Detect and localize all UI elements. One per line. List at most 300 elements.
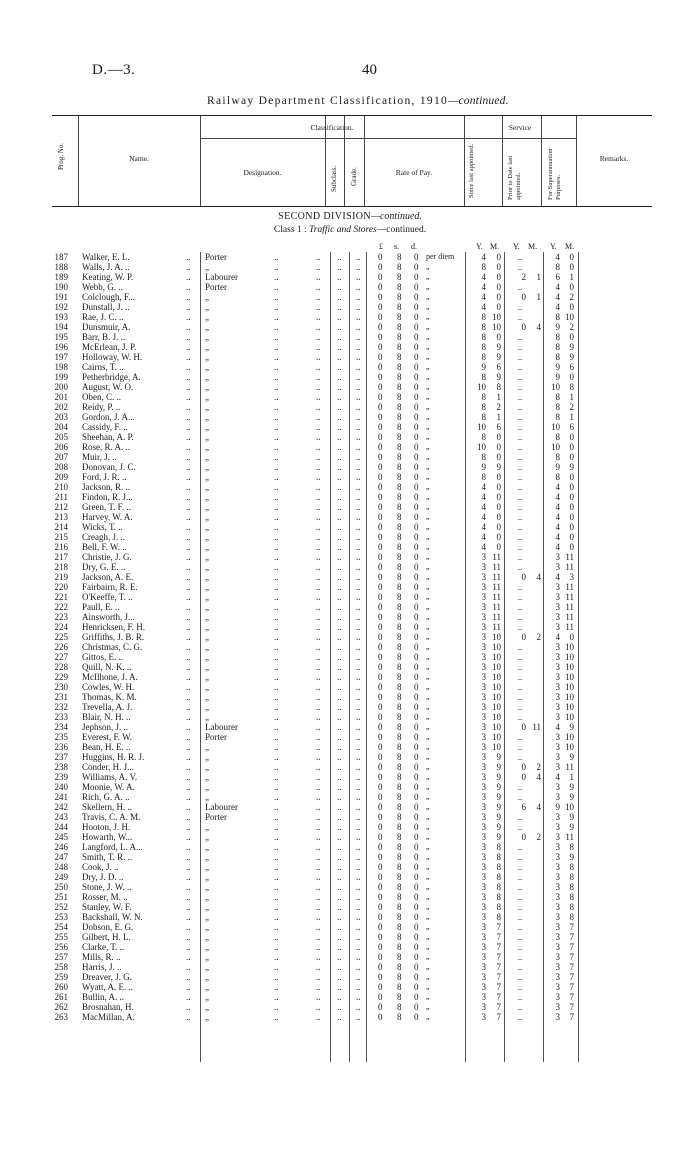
since-years: 3 [481,1012,486,1022]
table-row [0,442,700,452]
employee-name: Thomas, K. M. [82,692,137,702]
table-row [0,692,700,702]
designation: „ [205,952,209,962]
prior-years: .. [517,472,523,482]
employee-name: Harvey, W. A. [82,512,133,522]
since-years: 9 [481,462,486,472]
since-months: 9 [496,792,501,802]
leader-dots: .. [356,602,361,612]
prog-no: 218 [54,562,68,572]
leader-dots: .. [337,432,342,442]
leader-dots: .. [356,372,361,382]
super-months: 7 [569,972,574,982]
rate-pence: 0 [414,522,419,532]
super-months: 7 [569,992,574,1002]
rate-unit: „ [426,952,430,961]
rate-pounds: 0 [378,632,383,642]
designation: „ [205,412,209,422]
rate-pounds: 0 [378,822,383,832]
leader-dots: .. [356,262,361,272]
rate-pence: 0 [414,852,419,862]
since-months: 9 [496,462,501,472]
leader-dots: .. [316,432,321,442]
unit-shilling: s. [394,242,400,251]
rate-unit: „ [426,832,430,841]
leader-dots: .. [337,422,342,432]
since-months: 11 [492,622,501,632]
super-years: 8 [555,452,560,462]
prior-years: .. [517,432,523,442]
leader-dots: .. [316,662,321,672]
employee-name: Bullin, A. .. [82,992,125,1002]
table-row [0,372,700,382]
leader-dots: .. [274,782,279,792]
leader-dots: .. [316,342,321,352]
rate-pounds: 0 [378,712,383,722]
prior-years: 0 [521,632,526,642]
prog-no: 205 [54,432,68,442]
leader-dots: .. [186,862,191,872]
rate-unit: „ [426,322,430,331]
rate-pounds: 0 [378,682,383,692]
designation: „ [205,662,209,672]
rate-unit: „ [426,592,430,601]
prog-no: 248 [54,862,68,872]
designation: „ [205,482,209,492]
rate-unit: „ [426,332,430,341]
since-years: 3 [481,602,486,612]
prior-years: 0 [521,772,526,782]
prior-years: 0 [521,722,526,732]
prog-no: 188 [54,262,68,272]
rate-shillings: 8 [397,542,402,552]
rate-unit: „ [426,712,430,721]
since-months: 9 [496,812,501,822]
super-months: 0 [569,252,574,262]
leader-dots: .. [356,842,361,852]
super-years: 3 [555,962,560,972]
prior-years: .. [517,622,523,632]
leader-dots: .. [356,892,361,902]
super-months: 8 [569,382,574,392]
leader-dots: .. [186,632,191,642]
service-header: Service [508,123,532,132]
leader-dots: .. [316,282,321,292]
super-years: 3 [555,642,560,652]
leader-dots: .. [186,612,191,622]
rate-pence: 0 [414,542,419,552]
employee-name: Rich, G. A. .. [82,792,130,802]
table-row [0,822,700,832]
rate-pounds: 0 [378,802,383,812]
rate-pence: 0 [414,742,419,752]
table-row [0,722,700,732]
rate-pounds: 0 [378,962,383,972]
super-months: 0 [569,512,574,522]
rate-pence: 0 [414,952,419,962]
leader-dots: .. [316,802,321,812]
table-row [0,292,700,302]
section-subtitle-body: Traffic and Stores [309,225,377,235]
leader-dots: .. [316,812,321,822]
table-row [0,582,700,592]
super-years: 4 [555,512,560,522]
designation: „ [205,332,209,342]
employee-name: Muir, J. .. [82,452,117,462]
prog-no: 212 [54,502,68,512]
employee-name: Wyatt, A. E. .. [82,982,133,992]
table-row [0,342,700,352]
table-row [0,932,700,942]
since-years: 3 [481,882,486,892]
employee-name: McIlhone, J. A. [82,672,138,682]
rate-pounds: 0 [378,1012,383,1022]
since-years: 3 [481,642,486,652]
rate-shillings: 8 [397,382,402,392]
super-months: 8 [569,862,574,872]
employee-name: O'Keeffe, T. .. [82,592,133,602]
leader-dots: .. [356,562,361,572]
rate-unit: „ [426,552,430,561]
leader-dots: .. [337,542,342,552]
rate-pence: 0 [414,662,419,672]
since-months: 7 [496,962,501,972]
prior-years: .. [517,812,523,822]
rate-unit: „ [426,682,430,691]
super-years: 9 [555,362,560,372]
prog-no: 228 [54,662,68,672]
rate-shillings: 8 [397,612,402,622]
since-months: 10 [492,732,501,742]
rate-pounds: 0 [378,422,383,432]
since-months: 0 [496,532,501,542]
rate-pence: 0 [414,762,419,772]
rate-pounds: 0 [378,852,383,862]
rate-unit: „ [426,762,430,771]
leader-dots: .. [337,332,342,342]
rate-unit: „ [426,382,430,391]
designation: Porter [205,812,227,822]
rate-unit: „ [426,652,430,661]
leader-dots: .. [316,862,321,872]
leader-dots: .. [316,732,321,742]
prog-no: 195 [54,332,68,342]
rate-pounds: 0 [378,792,383,802]
leader-dots: .. [274,272,279,282]
table-row [0,762,700,772]
super-months: 10 [565,662,574,672]
rate-unit: „ [426,402,430,411]
since-months: 0 [496,442,501,452]
leader-dots: .. [186,732,191,742]
prior-years: .. [517,562,523,572]
rate-pence: 0 [414,492,419,502]
prog-no: 243 [54,812,68,822]
since-months: 1 [496,392,501,402]
rate-unit: „ [426,692,430,701]
employee-name: Dobson, E. G. [82,922,134,932]
leader-dots: .. [337,412,342,422]
leader-dots: .. [337,652,342,662]
prior-years: 2 [521,272,526,282]
rate-pence: 0 [414,782,419,792]
since-months: 0 [496,252,501,262]
designation: Labourer [205,272,238,282]
leader-dots: .. [186,752,191,762]
rate-pounds: 0 [378,572,383,582]
prog-no: 232 [54,702,68,712]
leader-dots: .. [274,472,279,482]
super-years: 3 [555,832,560,842]
prog-no: 245 [54,832,68,842]
leader-dots: .. [356,902,361,912]
since-months: 9 [496,822,501,832]
prior-years: .. [517,592,523,602]
unit-super-months: M. [565,242,575,251]
employee-name: Holloway, W. H. [82,352,143,362]
rate-shillings: 8 [397,422,402,432]
since-months: 10 [492,652,501,662]
rate-shillings: 8 [397,962,402,972]
prior-years: .. [517,852,523,862]
rate-pounds: 0 [378,592,383,602]
leader-dots: .. [356,582,361,592]
rate-unit: „ [426,602,430,611]
prog-no: 214 [54,522,68,532]
rate-pounds: 0 [378,722,383,732]
leader-dots: .. [356,412,361,422]
rate-unit: „ [426,532,430,541]
leader-dots: .. [186,602,191,612]
prior-years: .. [517,422,523,432]
super-years: 8 [555,472,560,482]
super-years: 3 [555,682,560,692]
section-subtitle-prefix: Class 1 : [273,225,307,235]
leader-dots: .. [316,312,321,322]
rate-pence: 0 [414,372,419,382]
leader-dots: .. [274,352,279,362]
rate-pounds: 0 [378,932,383,942]
rate-shillings: 8 [397,482,402,492]
employee-name: Travis, C. A. M. [82,812,141,822]
since-years: 3 [481,892,486,902]
leader-dots: .. [274,842,279,852]
leader-dots: .. [274,622,279,632]
super-years: 4 [555,542,560,552]
rate-pounds: 0 [378,662,383,672]
rate-unit: „ [426,502,430,511]
leader-dots: .. [274,862,279,872]
leader-dots: .. [186,972,191,982]
rate-shillings: 8 [397,332,402,342]
rate-shillings: 8 [397,742,402,752]
leader-dots: .. [316,992,321,1002]
designation: „ [205,872,209,882]
table-row [0,302,700,312]
rate-unit: „ [426,572,430,581]
since-months: 10 [492,682,501,692]
leader-dots: .. [316,412,321,422]
since-months: 8 [496,842,501,852]
prior-years: .. [517,862,523,872]
super-months: 11 [565,552,574,562]
leader-dots: .. [316,552,321,562]
prog-no: 233 [54,712,68,722]
designation: Porter [205,252,227,262]
designation: „ [205,382,209,392]
rate-shillings: 8 [397,952,402,962]
leader-dots: .. [356,882,361,892]
super-years: 8 [555,332,560,342]
prior-years: .. [517,502,523,512]
leader-dots: .. [316,1002,321,1012]
leader-dots: .. [337,1002,342,1012]
prog-no: 189 [54,272,68,282]
rate-unit: „ [426,972,430,981]
super-years: 3 [555,872,560,882]
prior-years: .. [517,972,523,982]
super-years: 9 [555,322,560,332]
section-title-text: SECOND DIVISION [278,211,372,222]
rate-pence: 0 [414,382,419,392]
unit-pence: d. [411,242,417,251]
rate-unit: „ [426,922,430,931]
super-years: 3 [555,892,560,902]
rate-pounds: 0 [378,462,383,472]
super-years: 3 [555,732,560,742]
rate-unit: „ [426,742,430,751]
prior-years: .. [517,302,523,312]
rate-unit: „ [426,562,430,571]
rate-shillings: 8 [397,322,402,332]
since-years: 3 [481,952,486,962]
leader-dots: .. [186,772,191,782]
prior-years: .. [517,1012,523,1022]
super-years: 3 [555,702,560,712]
employee-name: Green, T. F. .. [82,502,131,512]
table-row [0,812,700,822]
prog-no: 194 [54,322,68,332]
super-months: 10 [565,682,574,692]
employee-name: Backshall, W. N. [82,912,143,922]
super-years: 4 [555,772,560,782]
rate-shillings: 8 [397,362,402,372]
employee-name: Dreaver, J. G. [82,972,132,982]
super-months: 9 [569,342,574,352]
prior-years: 0 [521,832,526,842]
employee-name: Conder, H. J... [82,762,134,772]
super-years: 3 [555,562,560,572]
rate-pence: 0 [414,912,419,922]
designation: Porter [205,282,227,292]
super-years: 3 [555,982,560,992]
prog-no-header: Prog. No. [57,142,65,170]
prior-years: .. [517,352,523,362]
super-years: 3 [555,662,560,672]
table-row [0,772,700,782]
table-row [0,982,700,992]
employee-name: Dunstall, J. .. [82,302,130,312]
leader-dots: .. [274,422,279,432]
employee-name: Cowles, W. H. [82,682,135,692]
designation: „ [205,852,209,862]
rate-pounds: 0 [378,702,383,712]
leader-dots: .. [316,322,321,332]
leader-dots: .. [186,422,191,432]
rate-unit: „ [426,352,430,361]
super-years: 8 [555,402,560,412]
designation: „ [205,342,209,352]
leader-dots: .. [186,682,191,692]
classification-header: Classification. [310,123,354,132]
employee-name: Reidy, P. .. [82,402,121,412]
leader-dots: .. [337,772,342,782]
rate-shillings: 8 [397,572,402,582]
table-row [0,642,700,652]
leader-dots: .. [356,1012,361,1022]
table-row [0,362,700,372]
since-months: 10 [492,662,501,672]
prior-years: .. [517,612,523,622]
prog-no: 210 [54,482,68,492]
rate-shillings: 8 [397,462,402,472]
designation: „ [205,672,209,682]
rate-pounds: 0 [378,542,383,552]
leader-dots: .. [316,932,321,942]
rate-pounds: 0 [378,252,383,262]
unit-header-row [0,242,700,252]
leader-dots: .. [316,592,321,602]
rate-unit: „ [426,482,430,491]
super-years: 3 [555,652,560,662]
rate-shillings: 8 [397,692,402,702]
rate-unit: per diem [426,252,455,261]
rate-shillings: 8 [397,922,402,932]
table-row [0,912,700,922]
rate-pence: 0 [414,672,419,682]
rate-shillings: 8 [397,262,402,272]
rate-pounds: 0 [378,882,383,892]
super-years: 4 [555,282,560,292]
leader-dots: .. [337,782,342,792]
since-years: 8 [481,262,486,272]
table-row [0,842,700,852]
leader-dots: .. [316,372,321,382]
unit-prior-months: M. [528,242,538,251]
leader-dots: .. [337,532,342,542]
employee-name: Jackson, A. E. [82,572,134,582]
employee-name: Bell, F. W. .. [82,542,127,552]
rate-unit: „ [426,792,430,801]
rate-pence: 0 [414,842,419,852]
rate-pounds: 0 [378,292,383,302]
leader-dots: .. [186,382,191,392]
designation: Labourer [205,722,238,732]
since-months: 10 [492,722,501,732]
prog-no: 238 [54,762,68,772]
since-months: 7 [496,952,501,962]
leader-dots: .. [337,402,342,412]
page-title-suffix: —continued. [448,95,509,107]
super-months: 0 [569,372,574,382]
prior-years: .. [517,952,523,962]
leader-dots: .. [274,812,279,822]
prior-years: .. [517,542,523,552]
leader-dots: .. [316,772,321,782]
leader-dots: .. [274,432,279,442]
rate-shillings: 8 [397,912,402,922]
rate-pence: 0 [414,932,419,942]
